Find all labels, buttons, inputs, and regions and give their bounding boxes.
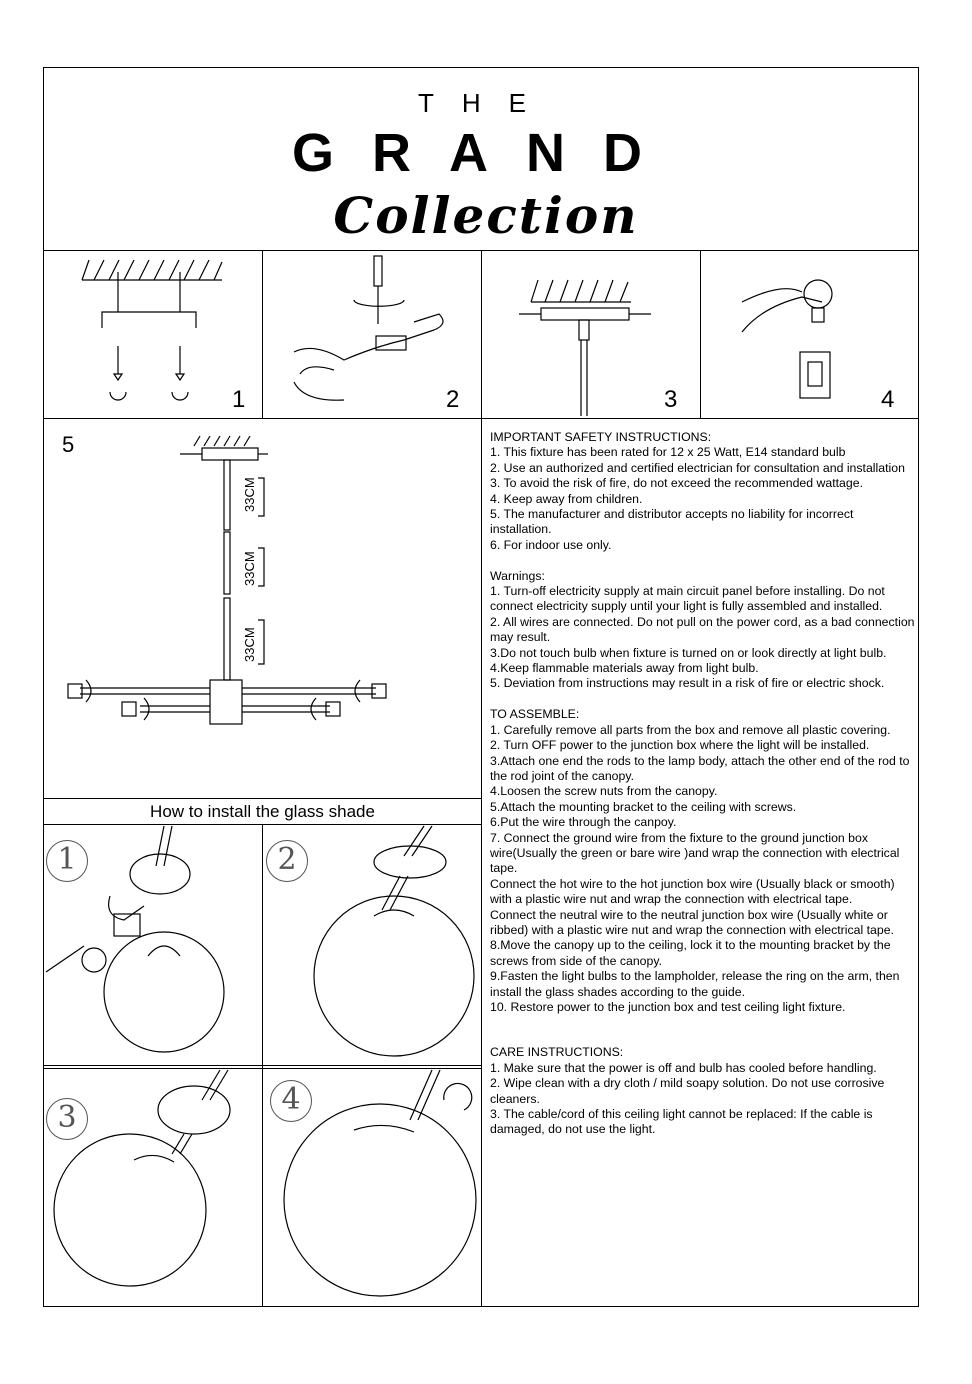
care-item: 1. Make sure that the power is off and bulb has cooled before handling. [490, 1060, 877, 1075]
step-number: 5 [62, 432, 75, 457]
dimension-label: 33CM [242, 627, 257, 662]
glass-shade-step-3 [44, 1070, 260, 1306]
glass-step-number: 1 [46, 840, 88, 882]
warning-item: 2. All wires are connected. Do not pull on the power cord, as a bad connection may result. [490, 614, 915, 645]
assemble-item: Connect the neutral wire to the neutral junction box wire (Usually white or ribbed) with a plastic wire nut and wrap the connection with electrical tape. [490, 907, 894, 937]
safety-item: 4. Keep away from children. [490, 491, 643, 506]
warning-item: 4.Keep flammable materials away from light bulb. [490, 661, 759, 676]
brand-grand: GRAND [292, 123, 680, 183]
assemble-item: 1. Carefully remove all parts from the box and remove all plastic covering. [490, 722, 891, 737]
glass-step-number: 4 [270, 1080, 312, 1122]
divider [262, 250, 263, 418]
warning-item: 1. Turn-off electricity supply at main circuit panel before installing. Do not connect electricity supply until your light is fully assembled and installed. [490, 584, 885, 614]
care-item: 2. Wipe clean with a dry cloth / mild soapy solution. Do not use corrosive cleaners. [490, 1076, 885, 1106]
brand-the: THE [418, 88, 554, 118]
safety-item: 1. This fixture has been rated for 12 x 25 Watt, E14 standard bulb [490, 445, 846, 460]
glass-shade-title: How to install the glass shade [150, 802, 375, 821]
care-instructions [490, 1045, 915, 1137]
assemble-heading: TO ASSEMBLE: [490, 707, 580, 722]
assemble-item: 7. Connect the ground wire from the fixture to the ground junction box wire(Usually the green or bare wire )and wrap the connection with electrical tape. [490, 830, 900, 876]
assemble-item: Connect the hot wire to the hot junction box wire (Usually black or smooth) with a plastic wire nut and wrap the connection with electrical tape. [490, 876, 895, 907]
brand-collection: Collection [333, 186, 639, 245]
assemble-item: 10. Restore power to the junction box and test ceiling light fixture. [490, 1000, 846, 1014]
assemble-item: 4.Loosen the screw nuts from the canopy. [490, 784, 718, 799]
dimension-label: 33CM [242, 477, 257, 512]
dimension-label: 33CM [242, 551, 257, 586]
step-number: 2 [446, 386, 460, 413]
safety-item: 2. Use an authorized and certified electrician for consultation and installation [490, 460, 905, 475]
fixture-diagram [60, 430, 400, 740]
safety-item: 5. The manufacturer and distributor accepts no liability for incorrect installation. [490, 507, 854, 537]
warning-item: 5. Deviation from instructions may result in a risk of fire or electric shock. [490, 676, 885, 691]
assemble-item: 9.Fasten the light bulbs to the lampholder, release the ring on the arm, then install the glass shades according to the guide. [490, 969, 900, 999]
warnings-heading: Warnings: [490, 568, 545, 583]
divider [481, 250, 482, 1307]
glass-step-number: 2 [266, 840, 308, 882]
step-number: 3 [664, 386, 678, 413]
instructions-panel [490, 430, 915, 1153]
step-number: 4 [881, 386, 895, 413]
glass-shade-step-4 [264, 1070, 480, 1306]
warning-item: 3.Do not touch bulb when fixture is turned on or look directly at light bulb. [490, 645, 887, 660]
step-number: 1 [232, 386, 246, 413]
assemble-item: 2. Turn OFF power to the junction box where the light will be installed. [490, 738, 870, 753]
glass-shade-step-1 [44, 826, 260, 1064]
assemble-item: 6.Put the wire through the canpoy. [490, 815, 677, 830]
divider [43, 798, 481, 799]
assembly-instructions [490, 707, 915, 1015]
warnings [490, 569, 915, 692]
safety-instructions [490, 430, 915, 553]
safety-item: 6. For indoor use only. [490, 537, 612, 552]
divider [700, 250, 701, 418]
mounting-bracket-illustration [44, 252, 260, 416]
assemble-item: 5.Attach the mounting bracket to the ceiling with screws. [490, 799, 797, 814]
glass-shade-step-2 [264, 826, 480, 1064]
glass-step-number: 3 [46, 1098, 88, 1140]
care-heading: CARE INSTRUCTIONS: [490, 1045, 624, 1060]
safety-heading: IMPORTANT SAFETY INSTRUCTIONS: [490, 430, 712, 444]
assemble-item: 8.Move the canopy up to the ceiling, lock it to the mounting bracket by the screws from side of the canopy. [490, 938, 891, 968]
care-item: 3. The cable/cord of this ceiling light cannot be replaced: If the cable is damaged, do not use the light. [490, 1107, 873, 1137]
assemble-item: 3.Attach one end the rods to the lamp body, attach the other end of the rod to the rod joint of the canopy. [490, 753, 910, 783]
safety-item: 3. To avoid the risk of fire, do not exceed the recommended wattage. [490, 476, 863, 491]
divider [262, 824, 263, 1307]
